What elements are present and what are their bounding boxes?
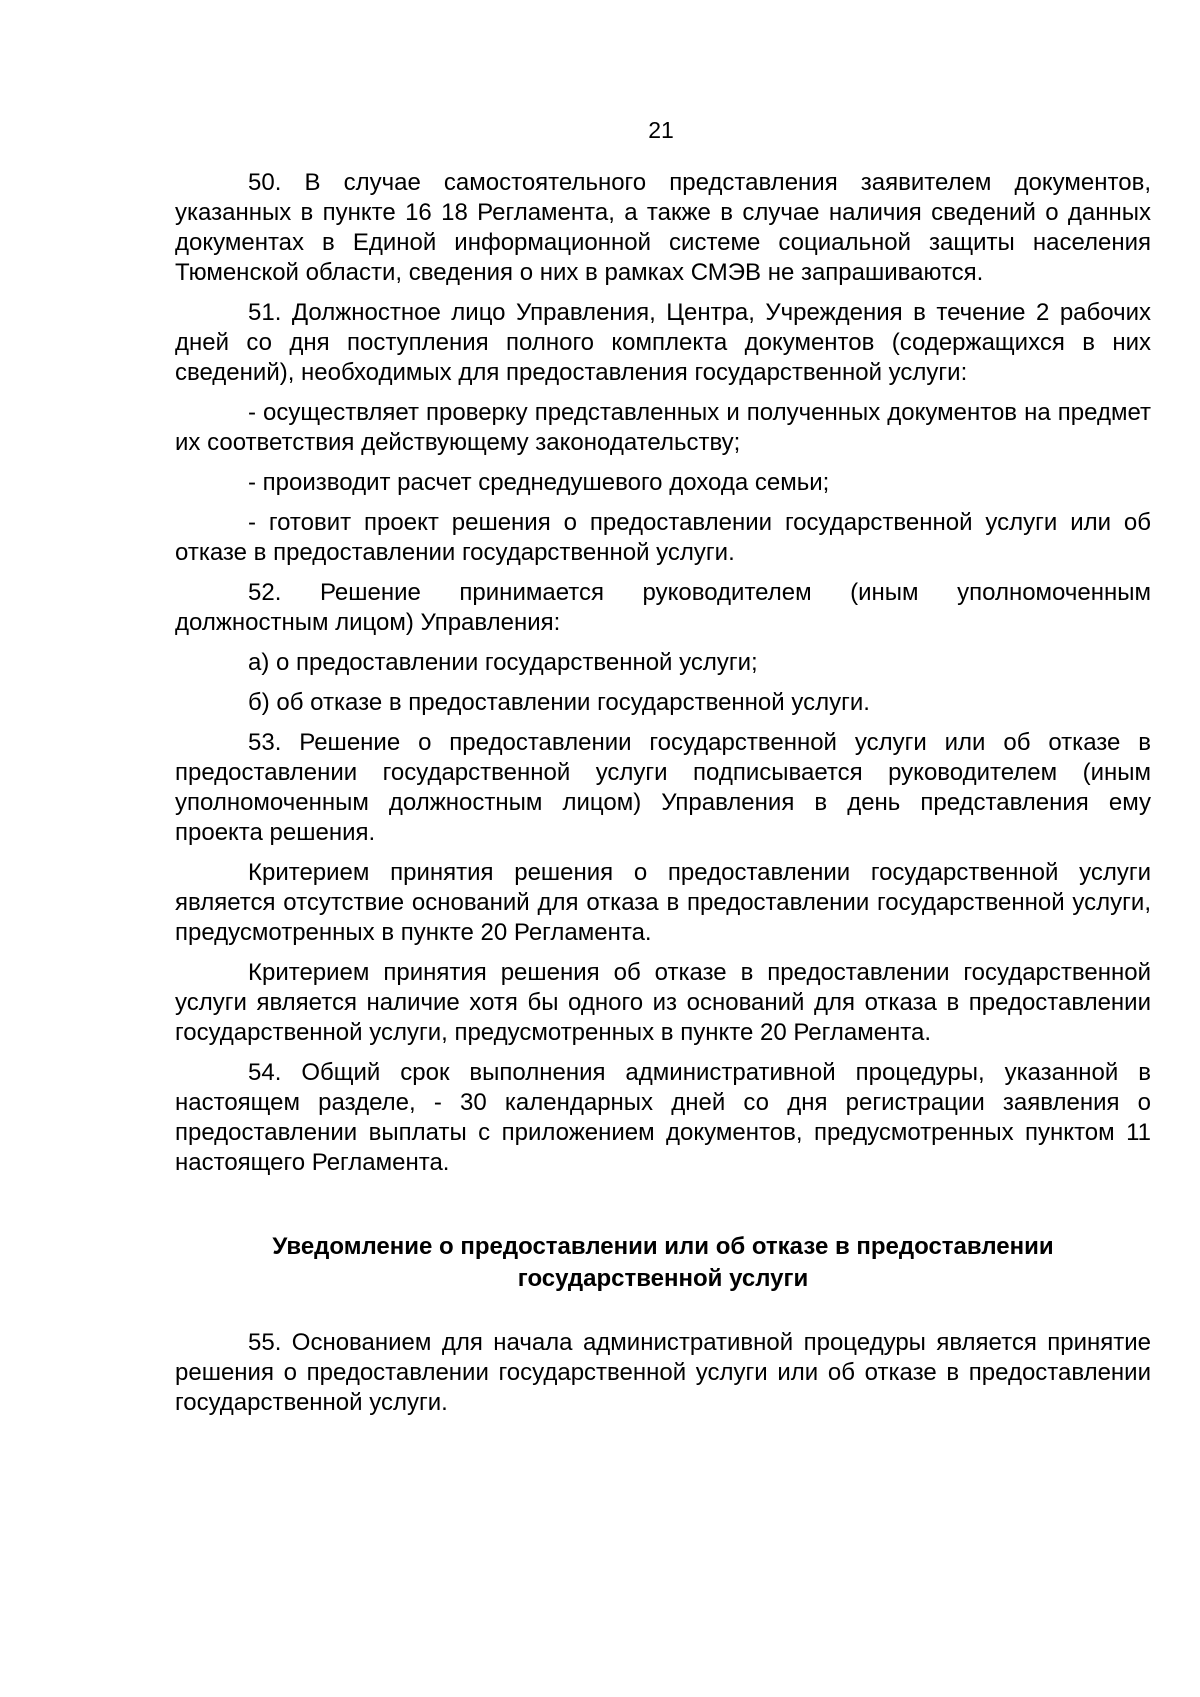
- section-heading: [175, 1231, 1151, 1295]
- paragraph-53: 53. Решение о предоставлении государственной услуги или об отказе в предоставлении государственной услуги подписывается руководителем (иным уполномоченным должностным лицом) Управления в день представления ему проекта решения.: [175, 729, 1151, 846]
- paragraph-54: 54. Общий срок выполнения административной процедуры, указанной в настоящем разделе, - 30 календарных дней со дня регистрации заявления о предоставлении выплаты с приложением документов, предусмотренных пунктом 11 настоящего Регламента.: [175, 1059, 1151, 1176]
- section-heading-line-2: государственной услуги: [517, 1265, 809, 1292]
- paragraph-51: 51. Должностное лицо Управления, Центра, Учреждения в течение 2 рабочих дней со дня поступления полного комплекта документов (содержащихся в них сведений), необходимых для предоставления государственной услуги:: [175, 299, 1151, 386]
- paragraph-50: 50. В случае самостоятельного представления заявителем документов, указанных в пункте 16 18 Регламента, а также в случае наличия сведений о данных документах в Единой информационной системе социальной защиты населения Тюменской области, сведения о них в рамках СМЭВ не запрашиваются.: [175, 169, 1151, 286]
- list-item-a: а) о предоставлении государственной услуги;: [248, 649, 758, 676]
- list-item-document-check: - осуществляет проверку представленных и полученных документов на предмет их соответствия действующему законодательству;: [175, 399, 1151, 456]
- paragraph-55: 55. Основанием для начала административной процедуры является принятие решения о предоставлении государственной услуги или об отказе в предоставлении государственной услуги.: [175, 1329, 1151, 1416]
- paragraph-criterion-grant: Критерием принятия решения о предоставлении государственной услуги является отсутствие оснований для отказа в предоставлении государственной услуги, предусмотренных в пункте 20 Регламента.: [175, 859, 1151, 946]
- list-item-income-calculation: - производит расчет среднедушевого дохода семьи;: [248, 469, 830, 496]
- section-heading-line-1: Уведомление о предоставлении или об отказе в предоставлении: [272, 1233, 1054, 1260]
- list-item-draft-decision: - готовит проект решения о предоставлении государственной услуги или об отказе в предоставлении государственной услуги.: [175, 509, 1151, 566]
- list-item-b: б) об отказе в предоставлении государственной услуги.: [248, 689, 870, 716]
- page-number: 21: [648, 117, 674, 143]
- document-body: [175, 168, 1151, 1428]
- paragraph-52: 52. Решение принимается руководителем (иным уполномоченным должностным лицом) Управления:: [175, 579, 1151, 636]
- paragraph-criterion-refusal: Критерием принятия решения об отказе в предоставлении государственной услуги является наличие хотя бы одного из оснований для отказа в предоставлении государственной услуги, предусмотренных в пункте 20 Регламента.: [175, 959, 1151, 1046]
